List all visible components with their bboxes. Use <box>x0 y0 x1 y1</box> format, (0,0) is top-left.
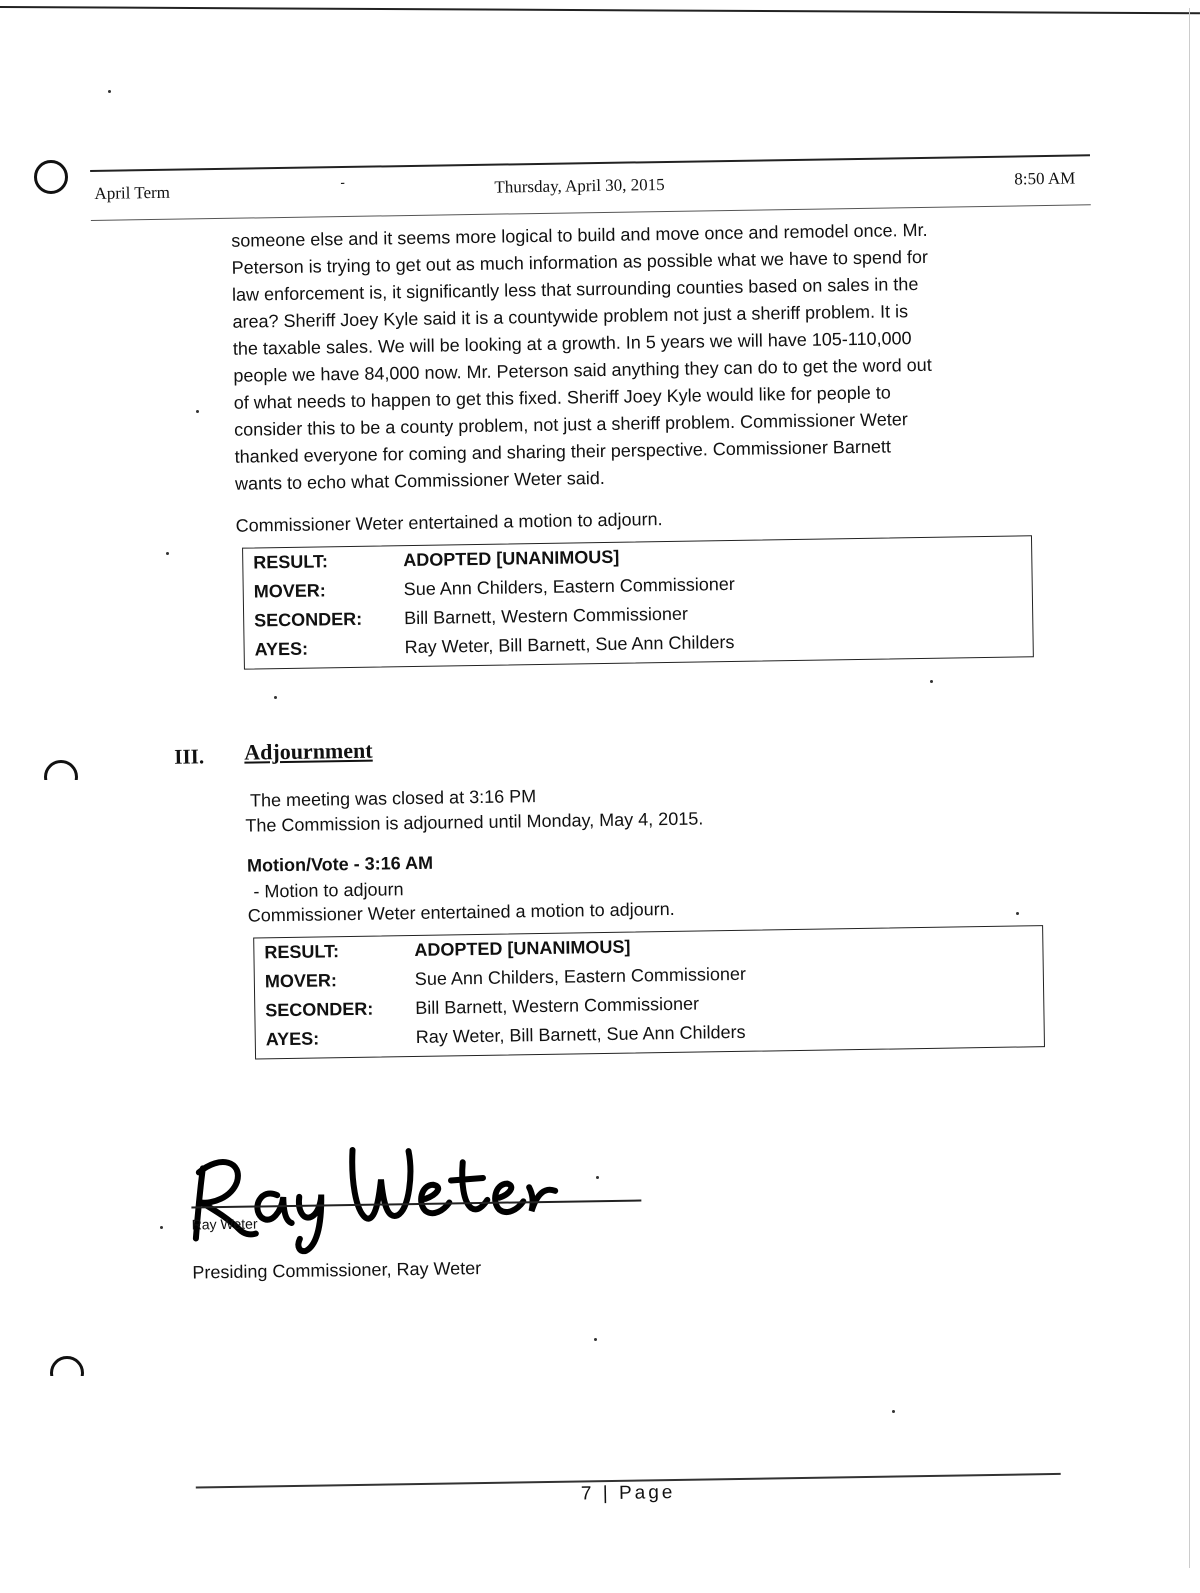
header-time: 8:50 AM <box>1014 168 1076 189</box>
vote-value: Sue Ann Childers, Eastern Commissioner <box>403 573 735 600</box>
scan-speck <box>274 696 277 699</box>
scan-speck <box>1016 912 1019 915</box>
motion-text: Commissioner Weter entertained a motion to adjourn. <box>247 898 675 926</box>
paragraph-line: wants to echo what Commissioner Weter said. <box>234 467 605 494</box>
scan-speck <box>596 1176 599 1179</box>
vote-key: MOVER: <box>264 970 338 992</box>
vote-key: SECONDER: <box>265 998 374 1021</box>
vote-result-box <box>253 925 1045 1059</box>
section-number: III. <box>174 744 205 769</box>
vote-key: AYES: <box>265 1028 320 1050</box>
handwritten-signature <box>180 1120 582 1256</box>
header-rule <box>90 154 1090 172</box>
motion-item: - Motion to adjourn <box>253 879 404 902</box>
paragraph-line: people we have 84,000 now. Mr. Peterson said anything they can do to get the word out <box>233 354 932 386</box>
vote-value: ADOPTED [UNANIMOUS] <box>403 546 620 571</box>
scan-speck <box>108 90 111 93</box>
header-term: April Term <box>94 182 171 203</box>
vote-key: SECONDER: <box>254 608 363 631</box>
header-dash: - <box>340 174 346 191</box>
motion-text: Commissioner Weter entertained a motion to adjourn. <box>235 509 663 536</box>
signature-title: Presiding Commissioner, Ray Weter <box>192 1258 482 1283</box>
scan-speck <box>160 1226 163 1229</box>
signature-printed-name: Ray Weter <box>191 1215 258 1233</box>
paragraph-line: law enforcement is, it significantly less that surrounding counties based on sales in the <box>231 274 919 305</box>
vote-value: Ray Weter, Bill Barnett, Sue Ann Childers <box>415 1021 746 1048</box>
vote-value: Bill Barnett, Western Commissioner <box>415 993 700 1019</box>
vote-key: RESULT: <box>253 551 329 573</box>
vote-key: MOVER: <box>253 580 326 602</box>
scan-speck <box>166 552 169 555</box>
paragraph-line: of what needs to happen to get this fixed. Sheriff Joey Kyle would like for people to <box>233 382 891 413</box>
minutes-paragraph <box>231 215 1035 498</box>
paragraph-line: Peterson is trying to get out as much information as possible what we have to spend for <box>231 246 929 278</box>
vote-value: ADOPTED [UNANIMOUS] <box>414 936 631 961</box>
scan-speck <box>930 680 933 683</box>
adjourned-text: The Commission is adjourned until Monday, May 4, 2015. <box>245 808 704 836</box>
paragraph-line: consider this to be a county problem, not just a sheriff problem. Commissioner Weter <box>234 409 908 440</box>
paragraph-line: the taxable sales. We will be looking at a growth. In 5 years we will have 105-110,000 <box>232 328 912 359</box>
scan-speck <box>196 410 199 413</box>
paragraph-line: area? Sheriff Joey Kyle said it is a countywide problem not just a sheriff problem. It is <box>232 301 909 332</box>
section-title: Adjournment <box>244 737 373 765</box>
scan-speck <box>594 1338 597 1341</box>
header-date: Thursday, April 30, 2015 <box>494 174 665 197</box>
vote-value: Ray Weter, Bill Barnett, Sue Ann Childers <box>404 631 735 658</box>
closed-text: The meeting was closed at 3:16 PM <box>249 786 537 811</box>
vote-key: AYES: <box>254 638 309 660</box>
paragraph-line: someone else and it seems more logical to build and move once and remodel once. Mr. <box>231 219 928 251</box>
motion-vote-label: Motion/Vote - 3:16 AM <box>246 852 434 876</box>
vote-key: RESULT: <box>264 941 340 963</box>
vote-value: Sue Ann Childers, Eastern Commissioner <box>414 963 747 990</box>
page-number: 7 | Page <box>580 1481 676 1505</box>
scan-speck <box>892 1410 895 1413</box>
vote-value: Bill Barnett, Western Commissioner <box>404 603 689 629</box>
vote-result-box <box>242 535 1034 669</box>
paragraph-line: thanked everyone for coming and sharing their perspective. Commissioner Barnett <box>234 436 892 467</box>
